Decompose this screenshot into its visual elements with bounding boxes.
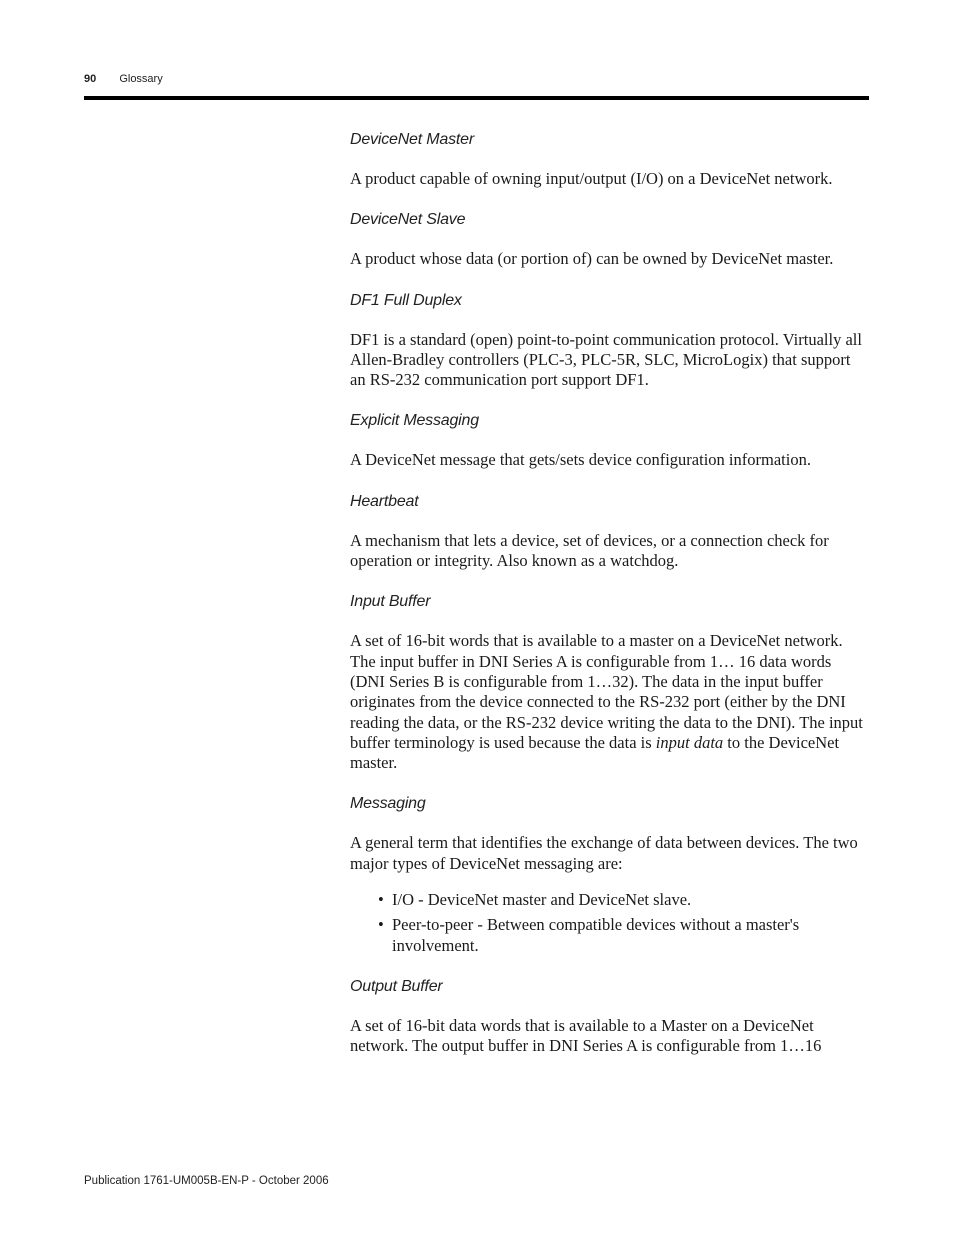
page-number: 90: [84, 73, 97, 85]
glossary-definition: A product capable of owning input/output (I/O) on a DeviceNet network.: [350, 169, 833, 188]
glossary-term: DF1 Full Duplex: [350, 291, 462, 309]
glossary-term: Heartbeat: [350, 492, 419, 510]
glossary-definition: [350, 631, 870, 773]
list-item: • Peer-to-peer - Between compatible devices without a master's involvement.: [378, 915, 870, 956]
bullet-list: [350, 890, 870, 956]
header-rule: [84, 96, 869, 100]
definition-text: to the DeviceNet master.: [350, 732, 840, 773]
glossary-term: Output Buffer: [350, 977, 443, 995]
glossary-content: [350, 131, 870, 1079]
section-title: Glossary: [119, 73, 163, 85]
glossary-definition: A DeviceNet message that gets/sets device configuration information.: [350, 450, 811, 470]
glossary-term: Explicit Messaging: [350, 412, 479, 430]
glossary-definition: DF1 is a standard (open) point-to-point communication protocol. Virtually all Allen-Bradley controllers (PLC-3, PLC-5R, SLC, MicroLogix) that support an RS-232 communication port support DF1.: [350, 329, 862, 390]
glossary-term: Input Buffer: [350, 593, 431, 611]
glossary-definition: A product whose data (or portion of) can be owned by DeviceNet master.: [350, 249, 834, 269]
definition-emphasis: input data: [655, 732, 724, 752]
page-header: [84, 73, 163, 85]
glossary-definition: A mechanism that lets a device, set of devices, or a connection check for operation or integrity. Also known as a watchdog.: [350, 530, 829, 571]
definition-text: A set of 16-bit words that is available to a master on a DeviceNet network. The input buffer in DNI Series A is configurable from 1… 16 data words (DNI Series B is configurable from 1…32). The data in the input buffer originates from the device connected to the RS-232 port (either by the DNI reading the data, or the RS-232 device writing the data to the DNI). The input buffer terminology is used because the data is: [350, 631, 863, 752]
glossary-definition: A set of 16-bit data words that is available to a Master on a DeviceNet network. The output buffer in DNI Series A is configurable from 1…16: [350, 1015, 822, 1056]
list-item: • I/O - DeviceNet master and DeviceNet slave.: [378, 890, 870, 910]
glossary-definition: A general term that identifies the exchange of data between devices. The two major types of DeviceNet messaging are:: [350, 833, 858, 873]
glossary-term: DeviceNet Slave: [350, 211, 466, 229]
glossary-term: DeviceNet Master: [350, 131, 474, 148]
glossary-term: Messaging: [350, 795, 426, 813]
page-footer: Publication 1761-UM005B-EN-P - October 2006: [84, 1175, 329, 1187]
